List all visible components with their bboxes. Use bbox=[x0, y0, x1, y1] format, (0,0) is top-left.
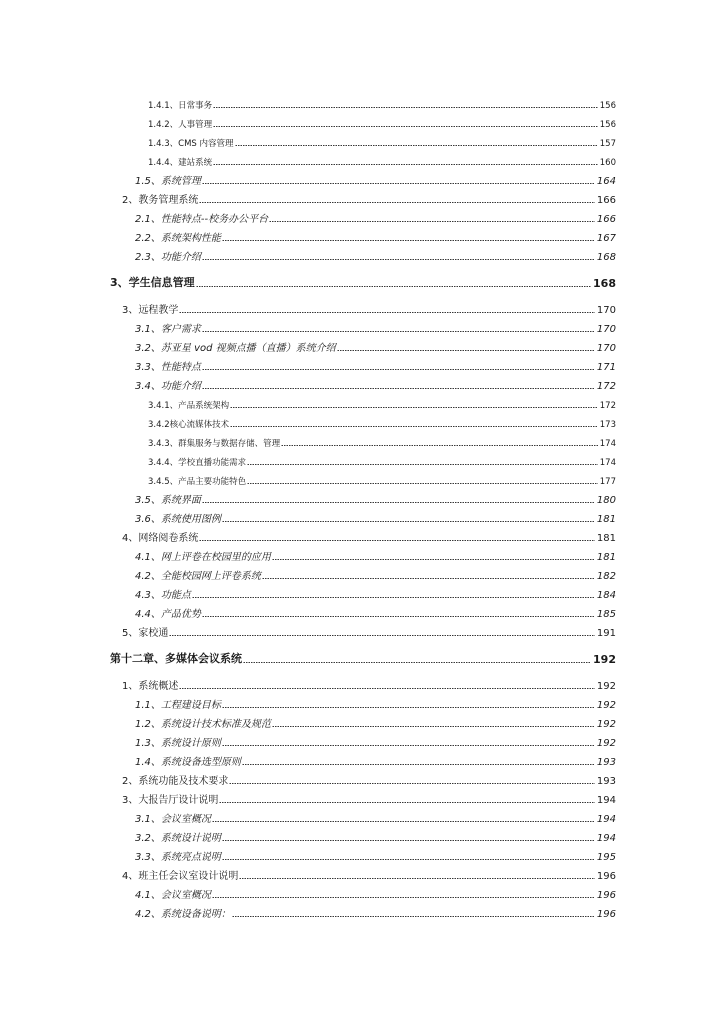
toc-entry[interactable] bbox=[135, 357, 616, 373]
toc-entry-title bbox=[148, 156, 213, 168]
dot-leader bbox=[281, 445, 598, 446]
toc-entry[interactable] bbox=[135, 695, 616, 711]
toc-entry-text: 系统界面 bbox=[160, 495, 201, 506]
toc-entry-number: 4.3、 bbox=[135, 590, 161, 601]
toc-entry[interactable] bbox=[148, 452, 616, 468]
toc-entry-text: 系统功能及技术要求 bbox=[138, 776, 229, 787]
dot-leader bbox=[222, 521, 595, 522]
toc-entry-number: 1.4.2、 bbox=[148, 120, 179, 130]
toc-entry[interactable] bbox=[135, 209, 616, 225]
toc-entry[interactable] bbox=[135, 228, 616, 244]
toc-entry-text: 会议室概况 bbox=[160, 890, 211, 901]
toc-entry-text: 学校直播功能需求 bbox=[178, 458, 247, 468]
toc-entry-title bbox=[135, 810, 212, 825]
toc-entry[interactable] bbox=[135, 885, 616, 901]
toc-page-number: 166 bbox=[596, 214, 616, 225]
toc-entry-number: 3.1、 bbox=[135, 814, 161, 825]
toc-page-number: 195 bbox=[596, 852, 616, 863]
dot-leader bbox=[235, 145, 598, 146]
toc-page-number: 167 bbox=[596, 233, 616, 244]
toc-page-number: 160 bbox=[599, 158, 616, 168]
toc-entry-text: 工程建设目标 bbox=[160, 700, 221, 711]
toc-entry[interactable] bbox=[110, 650, 616, 666]
toc-page-number: 164 bbox=[596, 176, 616, 187]
toc-entry[interactable] bbox=[135, 733, 616, 749]
toc-entry-text: 家校通 bbox=[138, 628, 169, 639]
toc-entry[interactable] bbox=[122, 300, 616, 316]
toc-page-number: 181 bbox=[596, 552, 616, 563]
toc-entry-number: 1.5、 bbox=[135, 176, 161, 187]
toc-page-number: 184 bbox=[596, 590, 616, 601]
toc-entry-text: 全能校园网上评卷系统 bbox=[160, 571, 261, 582]
toc-entry-number: 1.4.3、 bbox=[148, 139, 179, 149]
toc-entry-title bbox=[135, 510, 222, 525]
toc-page-number: 193 bbox=[596, 776, 616, 787]
toc-entry[interactable] bbox=[135, 376, 616, 392]
toc-entry-title bbox=[122, 191, 199, 206]
toc-entry-text: 产品主要功能特色 bbox=[178, 477, 247, 487]
toc-entry-title bbox=[135, 905, 232, 920]
toc-entry-number: 3.4、 bbox=[135, 381, 161, 392]
toc-page-number: 177 bbox=[599, 477, 616, 487]
dot-leader bbox=[192, 597, 595, 598]
dot-leader bbox=[272, 726, 595, 727]
toc-entry-number: 1.4、 bbox=[135, 757, 161, 768]
dot-leader bbox=[202, 259, 595, 260]
toc-page-number: 192 bbox=[593, 653, 616, 666]
toc-entry-text: CMS 内容管理 bbox=[178, 139, 234, 149]
toc-entry[interactable] bbox=[135, 566, 616, 582]
dot-leader bbox=[247, 483, 598, 484]
toc-entry[interactable] bbox=[135, 171, 616, 187]
toc-entry-title bbox=[122, 529, 199, 544]
toc-entry-text: 系统使用图例 bbox=[160, 514, 221, 525]
toc-entry-text: 网络阅卷系统 bbox=[138, 533, 199, 544]
toc-entry-text: 苏亚星 vod 视频点播（直播）系统介绍 bbox=[160, 343, 336, 354]
dot-leader bbox=[199, 540, 595, 541]
toc-entry-text: 网上评卷在校园里的应用 bbox=[160, 552, 271, 563]
toc-page-number: 174 bbox=[599, 458, 616, 468]
dot-leader bbox=[269, 221, 595, 222]
toc-page-number: 168 bbox=[596, 252, 616, 263]
toc-entry-number: 3.6、 bbox=[135, 514, 161, 525]
toc-entry-number: 5、 bbox=[122, 628, 139, 639]
toc-entry-number: 3、 bbox=[122, 305, 139, 316]
toc-entry[interactable] bbox=[135, 904, 616, 920]
toc-entry-title bbox=[135, 848, 222, 863]
dot-leader bbox=[202, 616, 595, 617]
toc-entry-number: 4.2、 bbox=[135, 909, 161, 920]
toc-entry-text: 学生信息管理 bbox=[128, 276, 195, 289]
toc-entry[interactable] bbox=[135, 509, 616, 525]
toc-entry[interactable] bbox=[122, 676, 616, 692]
toc-entry-text: 产品优势 bbox=[160, 609, 201, 620]
toc-entry[interactable] bbox=[135, 338, 616, 354]
toc-entry-text: 系统设备选型原则 bbox=[160, 757, 241, 768]
dot-leader bbox=[222, 240, 595, 241]
dot-leader bbox=[230, 407, 598, 408]
dot-leader bbox=[272, 559, 595, 560]
toc-entry-title bbox=[135, 886, 212, 901]
toc-entry[interactable] bbox=[148, 95, 616, 111]
dot-leader bbox=[219, 802, 595, 803]
toc-entry-number: 2、 bbox=[122, 776, 139, 787]
toc-entry-text: 系统亮点说明 bbox=[160, 852, 221, 863]
toc-page-number: 156 bbox=[599, 120, 616, 130]
toc-entry[interactable] bbox=[122, 623, 616, 639]
toc-entry-number: 4.1、 bbox=[135, 890, 161, 901]
toc-entry-number: 3.3、 bbox=[135, 852, 161, 863]
toc-page-number: 192 bbox=[596, 700, 616, 711]
toc-page-number: 194 bbox=[596, 833, 616, 844]
toc-entry-title bbox=[135, 358, 202, 373]
toc-entry-title bbox=[148, 137, 235, 149]
toc-entry-text: 功能点 bbox=[160, 590, 191, 601]
toc-entry-number: 3.2、 bbox=[135, 833, 161, 844]
toc-entry-title bbox=[148, 99, 213, 111]
toc-entry-text: 系统设计技术标准及规范 bbox=[160, 719, 271, 730]
toc-entry-text: 班主任会议室设计说明 bbox=[138, 871, 239, 882]
toc-entry[interactable] bbox=[135, 247, 616, 263]
toc-page-number: 170 bbox=[596, 305, 616, 316]
toc-entry[interactable] bbox=[148, 395, 616, 411]
toc-entry[interactable] bbox=[135, 809, 616, 825]
toc-entry[interactable] bbox=[122, 790, 616, 806]
toc-entry-title bbox=[135, 829, 222, 844]
toc-entry[interactable] bbox=[135, 319, 616, 335]
toc-entry-text: 大报告厅设计说明 bbox=[138, 795, 219, 806]
toc-entry-number: 3.2、 bbox=[135, 343, 161, 354]
toc-page-number: 191 bbox=[596, 628, 616, 639]
dot-leader bbox=[199, 202, 595, 203]
toc-entry[interactable] bbox=[135, 585, 616, 601]
toc-page-number: 174 bbox=[599, 439, 616, 449]
toc-entry-number: 4.4、 bbox=[135, 609, 161, 620]
toc-entry-text: 系统设备说明： bbox=[160, 909, 231, 920]
dot-leader bbox=[243, 662, 591, 663]
toc-page-number: 172 bbox=[596, 381, 616, 392]
toc-page-number: 192 bbox=[596, 738, 616, 749]
dot-leader bbox=[202, 183, 595, 184]
dot-leader bbox=[202, 369, 595, 370]
dot-leader bbox=[213, 126, 598, 127]
toc-entry-title bbox=[135, 605, 202, 620]
dot-leader bbox=[222, 707, 595, 708]
toc-entry-title bbox=[148, 475, 247, 487]
toc-entry-number: 3.4.5、 bbox=[148, 477, 179, 487]
toc-entry-number: 4.2、 bbox=[135, 571, 161, 582]
toc-entry-title bbox=[122, 624, 169, 639]
toc-entry-number: 3.3、 bbox=[135, 362, 161, 373]
toc-entry-text: 远程教学 bbox=[138, 305, 179, 316]
dot-leader bbox=[179, 312, 595, 313]
toc-entry-text: 会议室概况 bbox=[160, 814, 211, 825]
toc-entry-title bbox=[135, 339, 337, 354]
toc-entry-title bbox=[122, 791, 219, 806]
toc-entry-text: 多媒体会议系统 bbox=[165, 652, 242, 665]
toc-page-number: 192 bbox=[596, 719, 616, 730]
toc-entry-number: 3、 bbox=[122, 795, 139, 806]
dot-leader bbox=[179, 688, 595, 689]
toc-page-number: 185 bbox=[596, 609, 616, 620]
toc-entry-title bbox=[148, 456, 247, 468]
toc-page-number: 170 bbox=[596, 343, 616, 354]
dot-leader bbox=[212, 821, 595, 822]
toc-page-number: 171 bbox=[596, 362, 616, 373]
toc-entry-title bbox=[122, 772, 229, 787]
toc-entry-text: 系统概述 bbox=[138, 681, 179, 692]
dot-leader bbox=[196, 286, 591, 287]
toc-entry-number: 4、 bbox=[122, 533, 139, 544]
dot-leader bbox=[169, 635, 595, 636]
toc-page-number: 196 bbox=[596, 871, 616, 882]
dot-leader bbox=[337, 350, 595, 351]
toc-entry-number: 3.4.4、 bbox=[148, 458, 179, 468]
toc-entry-title bbox=[110, 274, 196, 290]
toc-page-number: 196 bbox=[596, 890, 616, 901]
dot-leader bbox=[239, 878, 595, 879]
toc-entry-title bbox=[135, 586, 192, 601]
dot-leader bbox=[232, 916, 595, 917]
toc-entry-title bbox=[135, 567, 262, 582]
toc-entry[interactable] bbox=[148, 471, 616, 487]
toc-entry-text: 客户需求 bbox=[160, 324, 201, 335]
toc-entry-title bbox=[135, 715, 272, 730]
toc-entry-number: 1、 bbox=[122, 681, 139, 692]
toc-entry[interactable] bbox=[148, 152, 616, 168]
toc-entry[interactable] bbox=[148, 133, 616, 149]
toc-page-number: 194 bbox=[596, 795, 616, 806]
dot-leader bbox=[202, 388, 595, 389]
toc-page-number: 194 bbox=[596, 814, 616, 825]
toc-entry-number: 2.2、 bbox=[135, 233, 161, 244]
toc-entry-title bbox=[135, 753, 242, 768]
toc-page-number: 173 bbox=[599, 420, 616, 430]
toc-entry[interactable] bbox=[122, 771, 616, 787]
toc-entry-number: 1.1、 bbox=[135, 700, 161, 711]
toc-page-number: 196 bbox=[596, 909, 616, 920]
toc-entry-title bbox=[122, 301, 179, 316]
toc-entry-title bbox=[135, 548, 272, 563]
toc-entry-title bbox=[110, 650, 243, 666]
toc-entry-title bbox=[135, 320, 202, 335]
toc-page-number: 170 bbox=[596, 324, 616, 335]
toc-entry[interactable] bbox=[122, 190, 616, 206]
toc-entry-title bbox=[122, 677, 179, 692]
toc-page-number: 156 bbox=[599, 101, 616, 111]
toc-entry-title bbox=[122, 867, 239, 882]
toc-entry-text: 群集服务与数据存储、管理 bbox=[178, 439, 281, 449]
toc-entry-number: 4、 bbox=[122, 871, 139, 882]
toc-page-number: 192 bbox=[596, 681, 616, 692]
toc-entry[interactable] bbox=[135, 604, 616, 620]
toc-entry[interactable] bbox=[148, 414, 616, 430]
toc-entry-text: 产品系统架构 bbox=[178, 401, 230, 411]
toc-entry-number: 4.1、 bbox=[135, 552, 161, 563]
toc-entry-number: 3、 bbox=[110, 276, 129, 289]
toc-page-number: 182 bbox=[596, 571, 616, 582]
toc-entry[interactable] bbox=[148, 433, 616, 449]
toc-entry-text: 功能介绍 bbox=[160, 252, 201, 263]
toc-entry[interactable] bbox=[135, 752, 616, 768]
toc-entry-title bbox=[135, 172, 202, 187]
toc-entry-number: 1.3、 bbox=[135, 738, 161, 749]
toc-entry[interactable] bbox=[122, 866, 616, 882]
toc-entry-text: 性能特点 bbox=[160, 362, 201, 373]
toc-entry[interactable] bbox=[135, 490, 616, 506]
toc-entry-title bbox=[135, 229, 222, 244]
toc-entry-title bbox=[135, 210, 269, 225]
toc-entry[interactable] bbox=[135, 847, 616, 863]
toc-entry-number: 2.3、 bbox=[135, 252, 161, 263]
toc-page-number: 193 bbox=[596, 757, 616, 768]
toc-entry[interactable] bbox=[135, 828, 616, 844]
toc-entry-text: 系统管理 bbox=[160, 176, 201, 187]
dot-leader bbox=[222, 840, 595, 841]
toc-entry-number: 1.4.4、 bbox=[148, 158, 179, 168]
dot-leader bbox=[222, 859, 595, 860]
toc-page-number: 166 bbox=[596, 195, 616, 206]
toc-entry-title bbox=[135, 734, 222, 749]
toc-entry-number: 第十二章、 bbox=[110, 652, 165, 665]
toc-entry[interactable] bbox=[122, 528, 616, 544]
dot-leader bbox=[213, 107, 598, 108]
toc-entry-number: 3.4.2 bbox=[148, 420, 170, 430]
dot-leader bbox=[202, 331, 595, 332]
toc-entry-number: 3.5、 bbox=[135, 495, 161, 506]
dot-leader bbox=[222, 745, 595, 746]
dot-leader bbox=[247, 464, 598, 465]
dot-leader bbox=[242, 764, 595, 765]
toc-entry-title bbox=[148, 418, 230, 430]
toc-entry-title bbox=[135, 248, 202, 263]
toc-entry-number: 1.2、 bbox=[135, 719, 161, 730]
toc-page-number: 180 bbox=[596, 495, 616, 506]
dot-leader bbox=[229, 783, 595, 784]
toc-page-number: 172 bbox=[599, 401, 616, 411]
toc-entry[interactable] bbox=[148, 114, 616, 130]
toc-entry-title bbox=[148, 399, 230, 411]
dot-leader bbox=[262, 578, 595, 579]
toc-entry-text: 人事管理 bbox=[178, 120, 213, 130]
toc-page-number: 157 bbox=[599, 139, 616, 149]
toc-page-number: 181 bbox=[596, 533, 616, 544]
toc-entry-text: 系统设计原则 bbox=[160, 738, 221, 749]
toc-entry-number: 1.4.1、 bbox=[148, 101, 179, 111]
toc-entry-text: 功能介绍 bbox=[160, 381, 201, 392]
toc-entry-number: 3.1、 bbox=[135, 324, 161, 335]
dot-leader bbox=[212, 897, 595, 898]
toc-entry-number: 3.4.3、 bbox=[148, 439, 179, 449]
toc-entry-title bbox=[135, 377, 202, 392]
toc-entry-number: 3.4.1、 bbox=[148, 401, 179, 411]
toc-entry-text: 核心流媒体技术 bbox=[169, 420, 230, 430]
toc-entry-title bbox=[148, 437, 281, 449]
toc-page-number: 168 bbox=[593, 277, 616, 290]
toc-entry-number: 2.1、 bbox=[135, 214, 161, 225]
toc-entry-text: 系统设计说明 bbox=[160, 833, 221, 844]
toc-entry-title bbox=[148, 118, 213, 130]
toc-entry[interactable] bbox=[110, 274, 616, 290]
dot-leader bbox=[202, 502, 595, 503]
toc-page-number: 181 bbox=[596, 514, 616, 525]
toc-entry-title bbox=[135, 491, 202, 506]
dot-leader bbox=[230, 426, 598, 427]
toc-entry-number: 2、 bbox=[122, 195, 139, 206]
toc-entry-text: 教务管理系统 bbox=[138, 195, 199, 206]
toc-entry-text: 日常事务 bbox=[178, 101, 213, 111]
toc-entry-text: 建站系统 bbox=[178, 158, 213, 168]
toc-entry-text: 性能特点--校务办公平台 bbox=[160, 214, 269, 225]
toc-entry-text: 系统架构性能 bbox=[160, 233, 221, 244]
toc-entry[interactable] bbox=[135, 547, 616, 563]
toc-entry-title bbox=[135, 696, 222, 711]
toc-entry[interactable] bbox=[135, 714, 616, 730]
dot-leader bbox=[213, 164, 598, 165]
